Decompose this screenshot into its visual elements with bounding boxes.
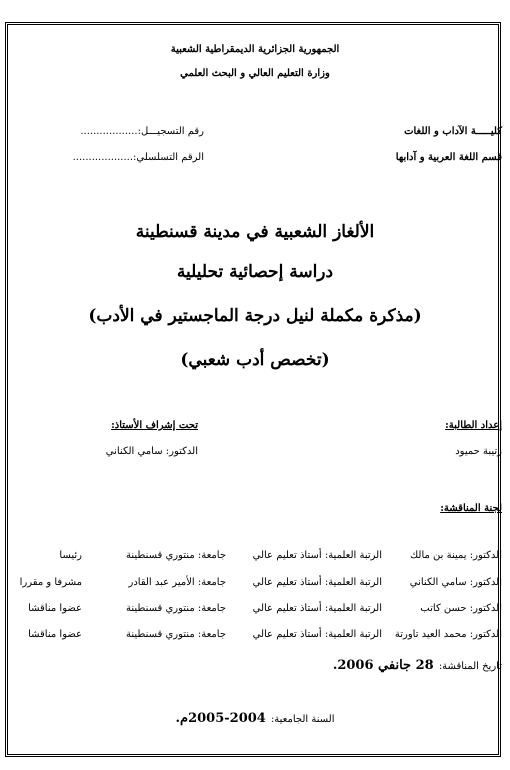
student-label: إعداد الطالبة:: [445, 420, 502, 431]
member-university: جامعة: الأمير عبد القادر: [128, 577, 226, 588]
member-university: جامعة: منتوري قسنطينة: [125, 629, 226, 640]
member-rank: الرتبة العلمية: أستاذ تعليم عالي: [252, 577, 382, 588]
member-role: رئيسا: [59, 550, 82, 561]
academic-year-line: [0, 707, 510, 726]
defense-date: 28 جانفي 2006.: [332, 658, 434, 673]
student-name: رتيبة حميود: [455, 446, 502, 457]
member-rank: الرتبة العلمية: أستاذ تعليم عالي: [252, 629, 382, 640]
member-role: عضوا مناقشا: [28, 603, 82, 614]
supervisor-label: تحت إشراف الأستاذ:: [111, 420, 198, 431]
thesis-subtitle: دراسة إحصائية تحليلية: [176, 262, 334, 282]
republic-name: الجمهورية الجزائرية الديمقراطية الشعبية: [170, 44, 340, 55]
supervisor-name: الدكتور: سامي الكناني: [105, 446, 198, 457]
member-name: الدكتور: محمد العيد تاورتة: [394, 629, 502, 640]
defense-date-line: [333, 654, 502, 673]
thesis-title: الألغاز الشعبية في مدينة قسنطينة: [135, 222, 375, 242]
faculty-name: كليـــــة الآداب و اللغات: [404, 126, 502, 137]
ministry-name: وزارة التعليم العالي و البحث العلمي: [180, 68, 330, 79]
academic-year: 2004-2005م.: [175, 711, 266, 726]
thesis-specialty: (تخصص أدب شعبي): [180, 350, 330, 370]
registration-number: رقم التسجيـــل:..................: [80, 126, 204, 137]
thesis-degree: (مذكرة مكملة لنيل درجة الماجستير في الأدب): [88, 306, 422, 326]
member-rank: الرتبة العلمية: أستاذ تعليم عالي: [252, 603, 382, 614]
department-name: قسم اللغة العربية و آدابها: [395, 152, 502, 163]
member-role: عضوا مناقشا: [28, 629, 82, 640]
defense-date-label: تاريخ المناقشة:: [438, 661, 502, 672]
committee-label: لجنة المناقشة:: [440, 503, 502, 514]
academic-year-label: السنة الجامعية:: [270, 714, 335, 725]
member-rank: الرتبة العلمية: أستاذ تعليم عالي: [252, 550, 382, 561]
member-name: الدكتور: يمينة بن مالك: [410, 550, 502, 561]
member-university: جامعة: منتوري قسنطينة: [125, 550, 226, 561]
serial-number: الرقم التسلسلي:...................: [72, 152, 204, 163]
member-name: الدكتور: حسن كاتب: [420, 603, 502, 614]
member-role: مشرفا و مقررا: [19, 577, 82, 588]
member-name: الدكتور: سامي الكناني: [409, 577, 502, 588]
member-university: جامعة: منتوري قسنطينة: [125, 603, 226, 614]
